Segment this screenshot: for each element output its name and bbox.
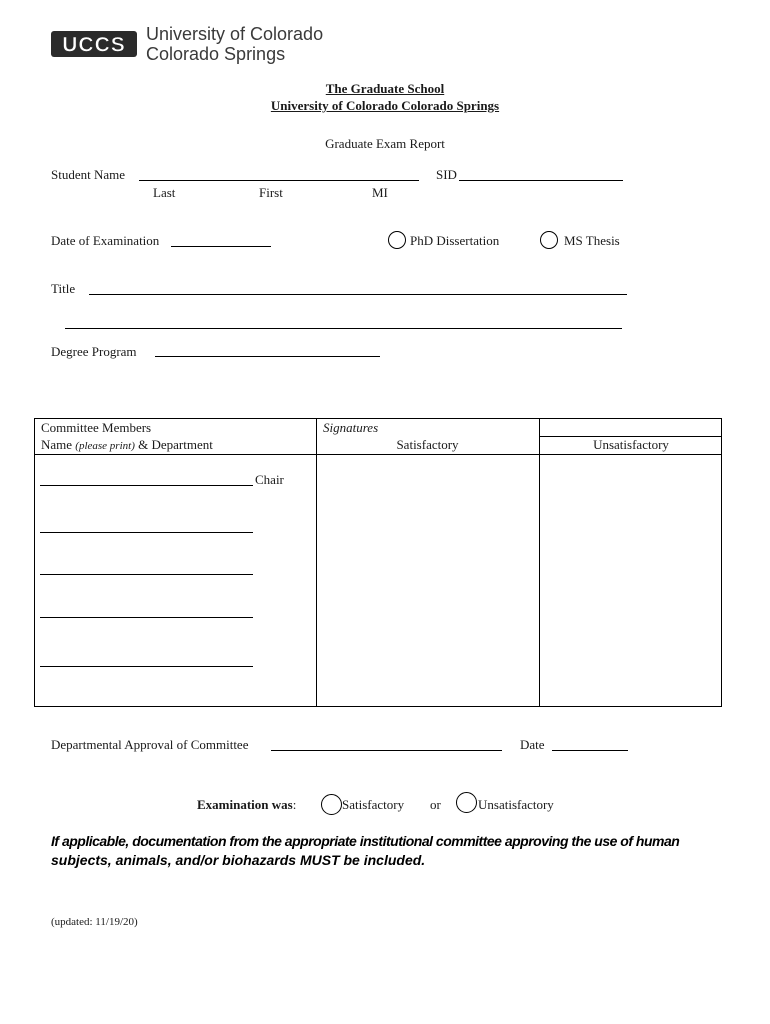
- name-department-heading: [41, 437, 213, 453]
- approval-date-label: Date: [520, 737, 545, 752]
- department-heading-text: & Department: [134, 437, 213, 452]
- examination-was-colon: :: [292, 797, 297, 812]
- documentation-notice: [51, 832, 731, 870]
- signatures-heading: Signatures: [323, 420, 379, 435]
- member-name-field-3[interactable]: [40, 617, 253, 618]
- chair-label: Chair: [255, 472, 284, 487]
- table-divider-2: [539, 419, 540, 706]
- ms-thesis-radio[interactable]: [540, 231, 558, 249]
- please-print-note: (please print): [75, 440, 135, 452]
- committee-members-heading: Committee Members: [41, 420, 152, 435]
- examination-was-label: [197, 797, 296, 813]
- dept-approval-label: Departmental Approval of Committee: [51, 737, 249, 752]
- first-name-caption: First: [259, 185, 283, 200]
- result-unsatisfactory-radio[interactable]: [456, 792, 477, 813]
- sid-field[interactable]: [459, 180, 623, 181]
- phd-dissertation-label: PhD Dissertation: [410, 233, 500, 248]
- degree-program-label: Degree Program: [51, 344, 137, 359]
- result-or-text: or: [430, 797, 441, 812]
- unsatisfactory-heading: Unsatisfactory: [593, 437, 669, 452]
- updated-date: (updated: 11/19/20): [51, 916, 138, 928]
- committee-table: [34, 418, 722, 707]
- member-name-field-4[interactable]: [40, 666, 253, 667]
- result-unsatisfactory-label: Unsatisfactory: [478, 797, 554, 812]
- member-name-field-2[interactable]: [40, 574, 253, 575]
- dept-approval-field[interactable]: [271, 750, 502, 751]
- form-title: Graduate Exam Report: [325, 136, 445, 151]
- student-name-label: Student Name: [51, 167, 126, 182]
- uccs-logo-letters: UCCS: [62, 33, 126, 57]
- exam-date-field[interactable]: [171, 246, 271, 247]
- degree-program-field[interactable]: [155, 356, 380, 357]
- notice-line1: If applicable, documentation from the appropriate institutional committee approving the use of human: [51, 833, 680, 849]
- name-heading-text: Name: [41, 437, 76, 452]
- table-divider-1: [316, 419, 317, 706]
- satisfactory-heading: Satisfactory: [396, 437, 459, 452]
- uccs-logo-mark: [51, 31, 137, 57]
- chair-name-field[interactable]: [40, 485, 253, 486]
- examination-was-text: Examination was: [197, 797, 293, 812]
- title-field-line1[interactable]: [89, 294, 627, 295]
- student-name-field[interactable]: [139, 180, 419, 181]
- exam-date-label: Date of Examination: [51, 233, 160, 248]
- approval-date-field[interactable]: [552, 750, 628, 751]
- phd-dissertation-radio[interactable]: [388, 231, 406, 249]
- member-name-field-1[interactable]: [40, 532, 253, 533]
- school-heading: The Graduate School: [325, 81, 445, 96]
- notice-line2: subjects, animals, and/or biohazards MUST be included.: [51, 852, 426, 868]
- ms-thesis-label: MS Thesis: [564, 233, 620, 248]
- result-satisfactory-radio[interactable]: [321, 794, 342, 815]
- university-heading: University of Colorado Colorado Springs: [270, 98, 500, 113]
- table-header-rule: [35, 454, 721, 455]
- university-name-line2: Colorado Springs: [146, 44, 286, 64]
- title-label: Title: [51, 281, 76, 296]
- sid-label: SID: [436, 167, 457, 182]
- title-field-line2[interactable]: [65, 328, 622, 329]
- university-name: [146, 24, 323, 64]
- mi-caption: MI: [372, 185, 388, 200]
- university-name-line1: University of Colorado: [146, 24, 324, 44]
- last-name-caption: Last: [153, 185, 176, 200]
- result-satisfactory-label: Satisfactory: [342, 797, 405, 812]
